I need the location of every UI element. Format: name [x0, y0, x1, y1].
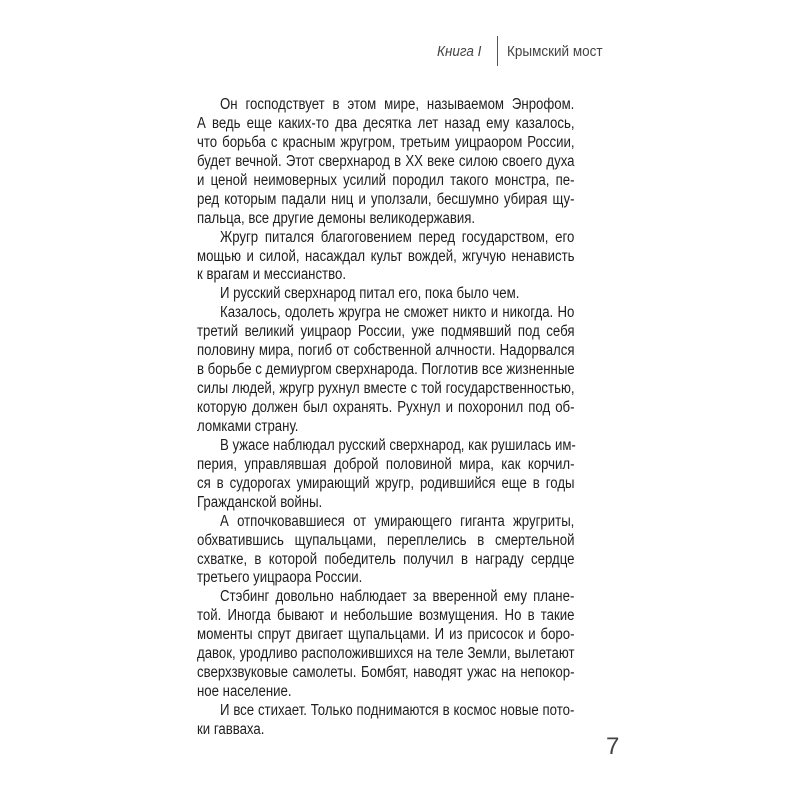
text-line-content: ся в судорогах умирающий жругр, родившийся еще в годы: [197, 474, 575, 492]
body-text: [197, 96, 575, 740]
text-line: [197, 191, 575, 210]
text-line: [197, 266, 575, 285]
text-line-content: Он господствует в этом мире, называемом Энрофом.: [220, 96, 575, 113]
text-line-content: обхватившись щупальцами, переплелись в смертельной: [197, 531, 575, 549]
text-line-content: Казалось, одолеть жругра не сможет никто и никогда. Но: [220, 304, 575, 322]
text-line-content: ломками страну.: [197, 417, 299, 435]
text-line: [197, 153, 575, 172]
text-line-content: половину мира, погиб от собственной алчности. Надорвался: [197, 342, 575, 360]
text-line-content: ки гавваха.: [197, 720, 265, 738]
text-line: [197, 626, 575, 645]
text-line: [197, 513, 575, 532]
text-line: [197, 551, 575, 570]
text-line-content: той. Иногда бывают и небольшие возмущения. Но в такие: [197, 607, 575, 625]
paragraph: [197, 437, 575, 513]
text-line-content: моменты спрут двигает щупальцами. И из присосок и боро-: [197, 626, 575, 644]
text-line-content: мощью и силой, насаждал культ вождей, жгучую ненависть: [197, 247, 575, 265]
text-line-content: Гражданской войны.: [197, 493, 323, 511]
text-line: [197, 172, 575, 191]
page-number: 7: [606, 733, 620, 760]
text-line-content: будет вечной. Этот сверхнарод в XX веке силою своего духа: [197, 152, 575, 170]
running-header-title: Крымский мост: [507, 43, 603, 60]
paragraph: [197, 304, 575, 437]
text-line: [197, 115, 575, 134]
text-line: [197, 96, 575, 115]
text-line: [197, 210, 575, 229]
text-line: [197, 418, 575, 437]
running-header-book: Книга I: [437, 43, 482, 60]
text-line: [197, 380, 575, 399]
text-line: [197, 475, 575, 494]
text-line-content: третий великий уицраор России, уже подмявший под себя: [197, 323, 575, 341]
text-line-content: третьего уицраора России.: [197, 569, 363, 587]
text-line: [197, 323, 575, 342]
text-line: [197, 285, 575, 304]
text-line-content: схватке, в которой победитель получил в награду сердце: [197, 550, 575, 568]
text-line-content: к врагам и мессианство.: [197, 266, 346, 284]
paragraph: [197, 285, 575, 304]
text-line: [197, 304, 575, 323]
text-line-content: ред которым падали ниц и уползали, бесшумно убирая щу-: [197, 190, 575, 208]
text-line: [197, 134, 575, 153]
text-line-content: А ведь еще каких-то два десятка лет назад ему казалось,: [197, 114, 575, 132]
text-line: [197, 437, 575, 456]
text-line-content: сверхзвуковые самолеты. Бомбят, наводят ужас на непокор-: [197, 664, 575, 682]
text-line-content: И русский сверхнарод питал его, пока было чем.: [220, 285, 520, 303]
text-line-content: что борьба с красным жругром, третьим уицраором России,: [197, 133, 575, 151]
paragraph: [197, 702, 575, 740]
text-line: [197, 607, 575, 626]
text-line: [197, 664, 575, 683]
paragraph: [197, 229, 575, 286]
text-line-content: в борьбе с демиургом сверхнарода. Поглотив все жизненные: [197, 361, 575, 379]
text-line: [197, 588, 575, 607]
text-line: [197, 683, 575, 702]
text-line-content: силы людей, жругр рухнул вместе с той государственностью,: [197, 380, 575, 398]
text-line: [197, 645, 575, 664]
paragraph: [197, 588, 575, 702]
text-line: [197, 569, 575, 588]
text-line: [197, 248, 575, 267]
text-line-content: И все стихает. Только поднимаются в космос новые пото-: [220, 702, 575, 719]
text-line: [197, 702, 575, 721]
text-line-content: перия, управлявшая доброй половиной мира, как корчил-: [197, 455, 575, 473]
text-line: [197, 721, 575, 740]
text-line: [197, 494, 575, 513]
text-line: [197, 399, 575, 418]
text-line-content: А отпочковавшиеся от умирающего гиганта жругриты,: [220, 512, 575, 530]
paragraph: [197, 513, 575, 589]
text-line-content: и ценой неимоверных усилий породил такого монстра, пе-: [197, 171, 575, 189]
text-line-content: В ужасе наблюдал русский сверхнарод, как рушилась им-: [220, 436, 576, 454]
text-line-content: Жругр питался благоговением перед государством, его: [220, 228, 575, 246]
paragraph: [197, 96, 575, 229]
text-line: [197, 229, 575, 248]
header-divider: [497, 36, 498, 66]
text-line-content: ное население.: [197, 683, 292, 701]
text-line-content: давок, уродливо расположившихся на теле Земли, вылетают: [197, 645, 575, 663]
text-line-content: которую должен был охранять. Рухнул и похоронил под об-: [197, 399, 575, 416]
text-line: [197, 456, 575, 475]
text-line: [197, 342, 575, 361]
text-line-content: пальца, все другие демоны великодержавия.: [197, 209, 476, 227]
text-line: [197, 532, 575, 551]
text-line: [197, 361, 575, 380]
text-line-content: Стэбинг довольно наблюдает за вверенной ему плане-: [220, 588, 575, 606]
